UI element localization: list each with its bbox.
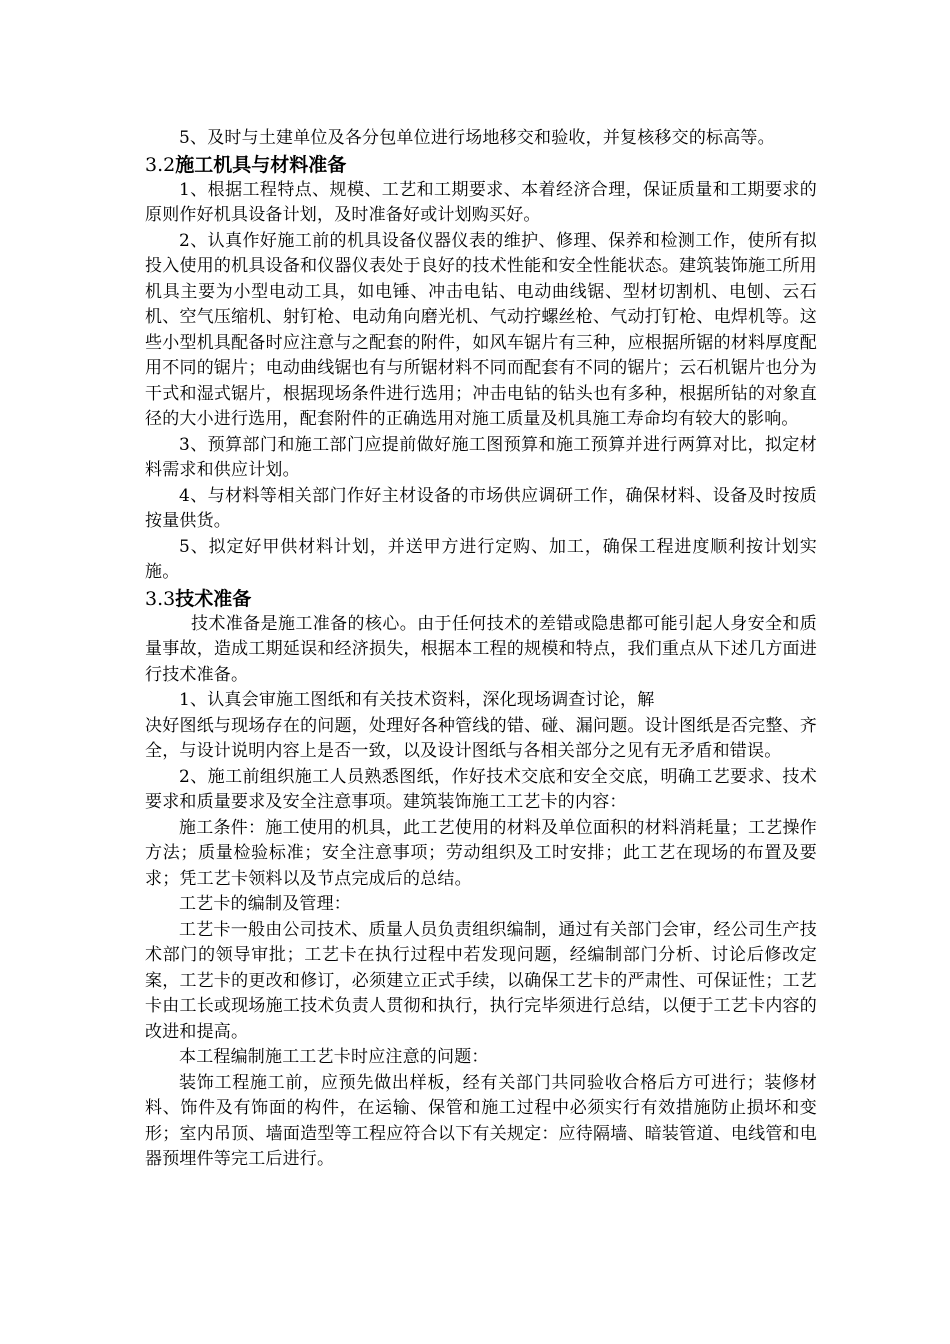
paragraph-decoration-notes: 装饰工程施工前，应预先做出样板，经有关部门共同验收合格后方可进行；装修材料、饰件及有饰面的构件，在运输、保管和施工过程中必须实行有效措施防止损坏和变形；室内吊顶、墙面造型等工程应符合以下有关规定：应待隔墙、暗装管道、电线管和电器预埋件等完工后进行。 xyxy=(145,1072,817,1169)
paragraph-process-card-management: 工艺卡一般由公司技术、质量人员负责组织编制，通过有关部门会审，经公司生产技术部门的领导审批；工艺卡在执行过程中若发现问题，经编制部门分析、讨论后修改定案，工艺卡的更改和修订，必须建立正式手续，以确保工艺卡的严肃性、可保证性；工艺卡由工长或现场施工技术负责人贯彻和执行，执行完毕须进行总结，以便于工艺卡内容的改进和提高。 xyxy=(145,919,817,1042)
paragraph-3-2-item-4: 4、与材料等相关部门作好主材设备的市场供应调研工作，确保材料、设备及时按质按量供货。 xyxy=(145,485,817,531)
paragraph-notes-heading: 本工程编制施工工艺卡时应注意的问题： xyxy=(179,1047,489,1067)
paragraph-3-2-item-5: 5、拟定好甲供材料计划，并送甲方进行定购、加工，确保工程进度顺利按计划实施。 xyxy=(145,536,817,582)
paragraph-3-2-item-2: 2、认真作好施工前的机具设备仪器仪表的维护、修理、保养和检测工作，使所有拟投入使用的机具设备和仪器仪表处于良好的技术性能和安全性能状态。建筑装饰施工所用机具主要为小型电动工具，如电锤、冲击电钻、电动曲线锯、型材切割机、电刨、云石机、空气压缩机、射钉枪、电动角向磨光机、气动拧螺丝枪、气动打钉枪、电焊机等。这些小型机具配备时应注意与之配套的附件，如风车锯片有三种，应根据所锯的材料厚度配用不同的锯片；电动曲线锯也有与所锯材料不同而配套有不同的锯片；云石机锯片也分为干式和湿式锯片，根据现场条件进行选用；冲击电钻的钻头也有多种，根据所钻的对象直径的大小进行选用，配套附件的正确选用对施工质量及机具施工寿命均有较大的影响。 xyxy=(145,230,817,429)
section-number: 3.2 xyxy=(145,153,176,176)
paragraph-construction-conditions: 施工条件：施工使用的机具，此工艺使用的材料及单位面积的材料消耗量；工艺操作方法；质量检验标准；安全注意事项；劳动组织及工时安排；此工艺在现场的布置及要求；凭工艺卡领料以及节点完成后的总结。 xyxy=(145,817,817,889)
document-page xyxy=(145,126,817,1173)
section-heading-3-2 xyxy=(145,152,817,178)
paragraph-process-card-heading: 工艺卡的编制及管理： xyxy=(179,894,351,914)
section-heading-3-3 xyxy=(145,586,817,612)
section-title: 技术准备 xyxy=(175,587,252,610)
section-title: 施工机具与材料准备 xyxy=(175,153,347,176)
paragraph-3-3-item-1-rest: 决好图纸与现场存在的问题，处理好各种管线的错、碰、漏问题。设计图纸是否完整、齐全，与设计说明内容上是否一致，以及设计图纸与各相关部分之见有无矛盾和错误。 xyxy=(145,715,817,761)
paragraph-3-3-item-1-line-1: 1、认真会审施工图纸和有关技术资料，深化现场调查讨论，解 xyxy=(179,690,655,710)
paragraph-prev-item-5: 5、及时与土建单位及各分包单位进行场地移交和验收，并复核移交的标高等。 xyxy=(179,128,775,148)
paragraph-3-3-intro: 技术准备是施工准备的核心。由于任何技术的差错或隐患都可能引起人身安全和质量事故，造成工期延误和经济损失，根据本工程的规模和特点，我们重点从下述几方面进行技术准备。 xyxy=(145,613,817,685)
section-number: 3.3 xyxy=(145,587,176,610)
paragraph-3-2-item-3: 3、预算部门和施工部门应提前做好施工图预算和施工预算并进行两算对比，拟定材料需求和供应计划。 xyxy=(145,434,817,480)
paragraph-3-2-item-1: 1、根据工程特点、规模、工艺和工期要求、本着经济合理，保证质量和工期要求的原则作好机具设备计划，及时准备好或计划购买好。 xyxy=(145,179,817,225)
paragraph-3-3-item-2: 2、施工前组织施工人员熟悉图纸，作好技术交底和安全交底，明确工艺要求、技术要求和质量要求及安全注意事项。建筑装饰施工工艺卡的内容： xyxy=(145,766,817,812)
